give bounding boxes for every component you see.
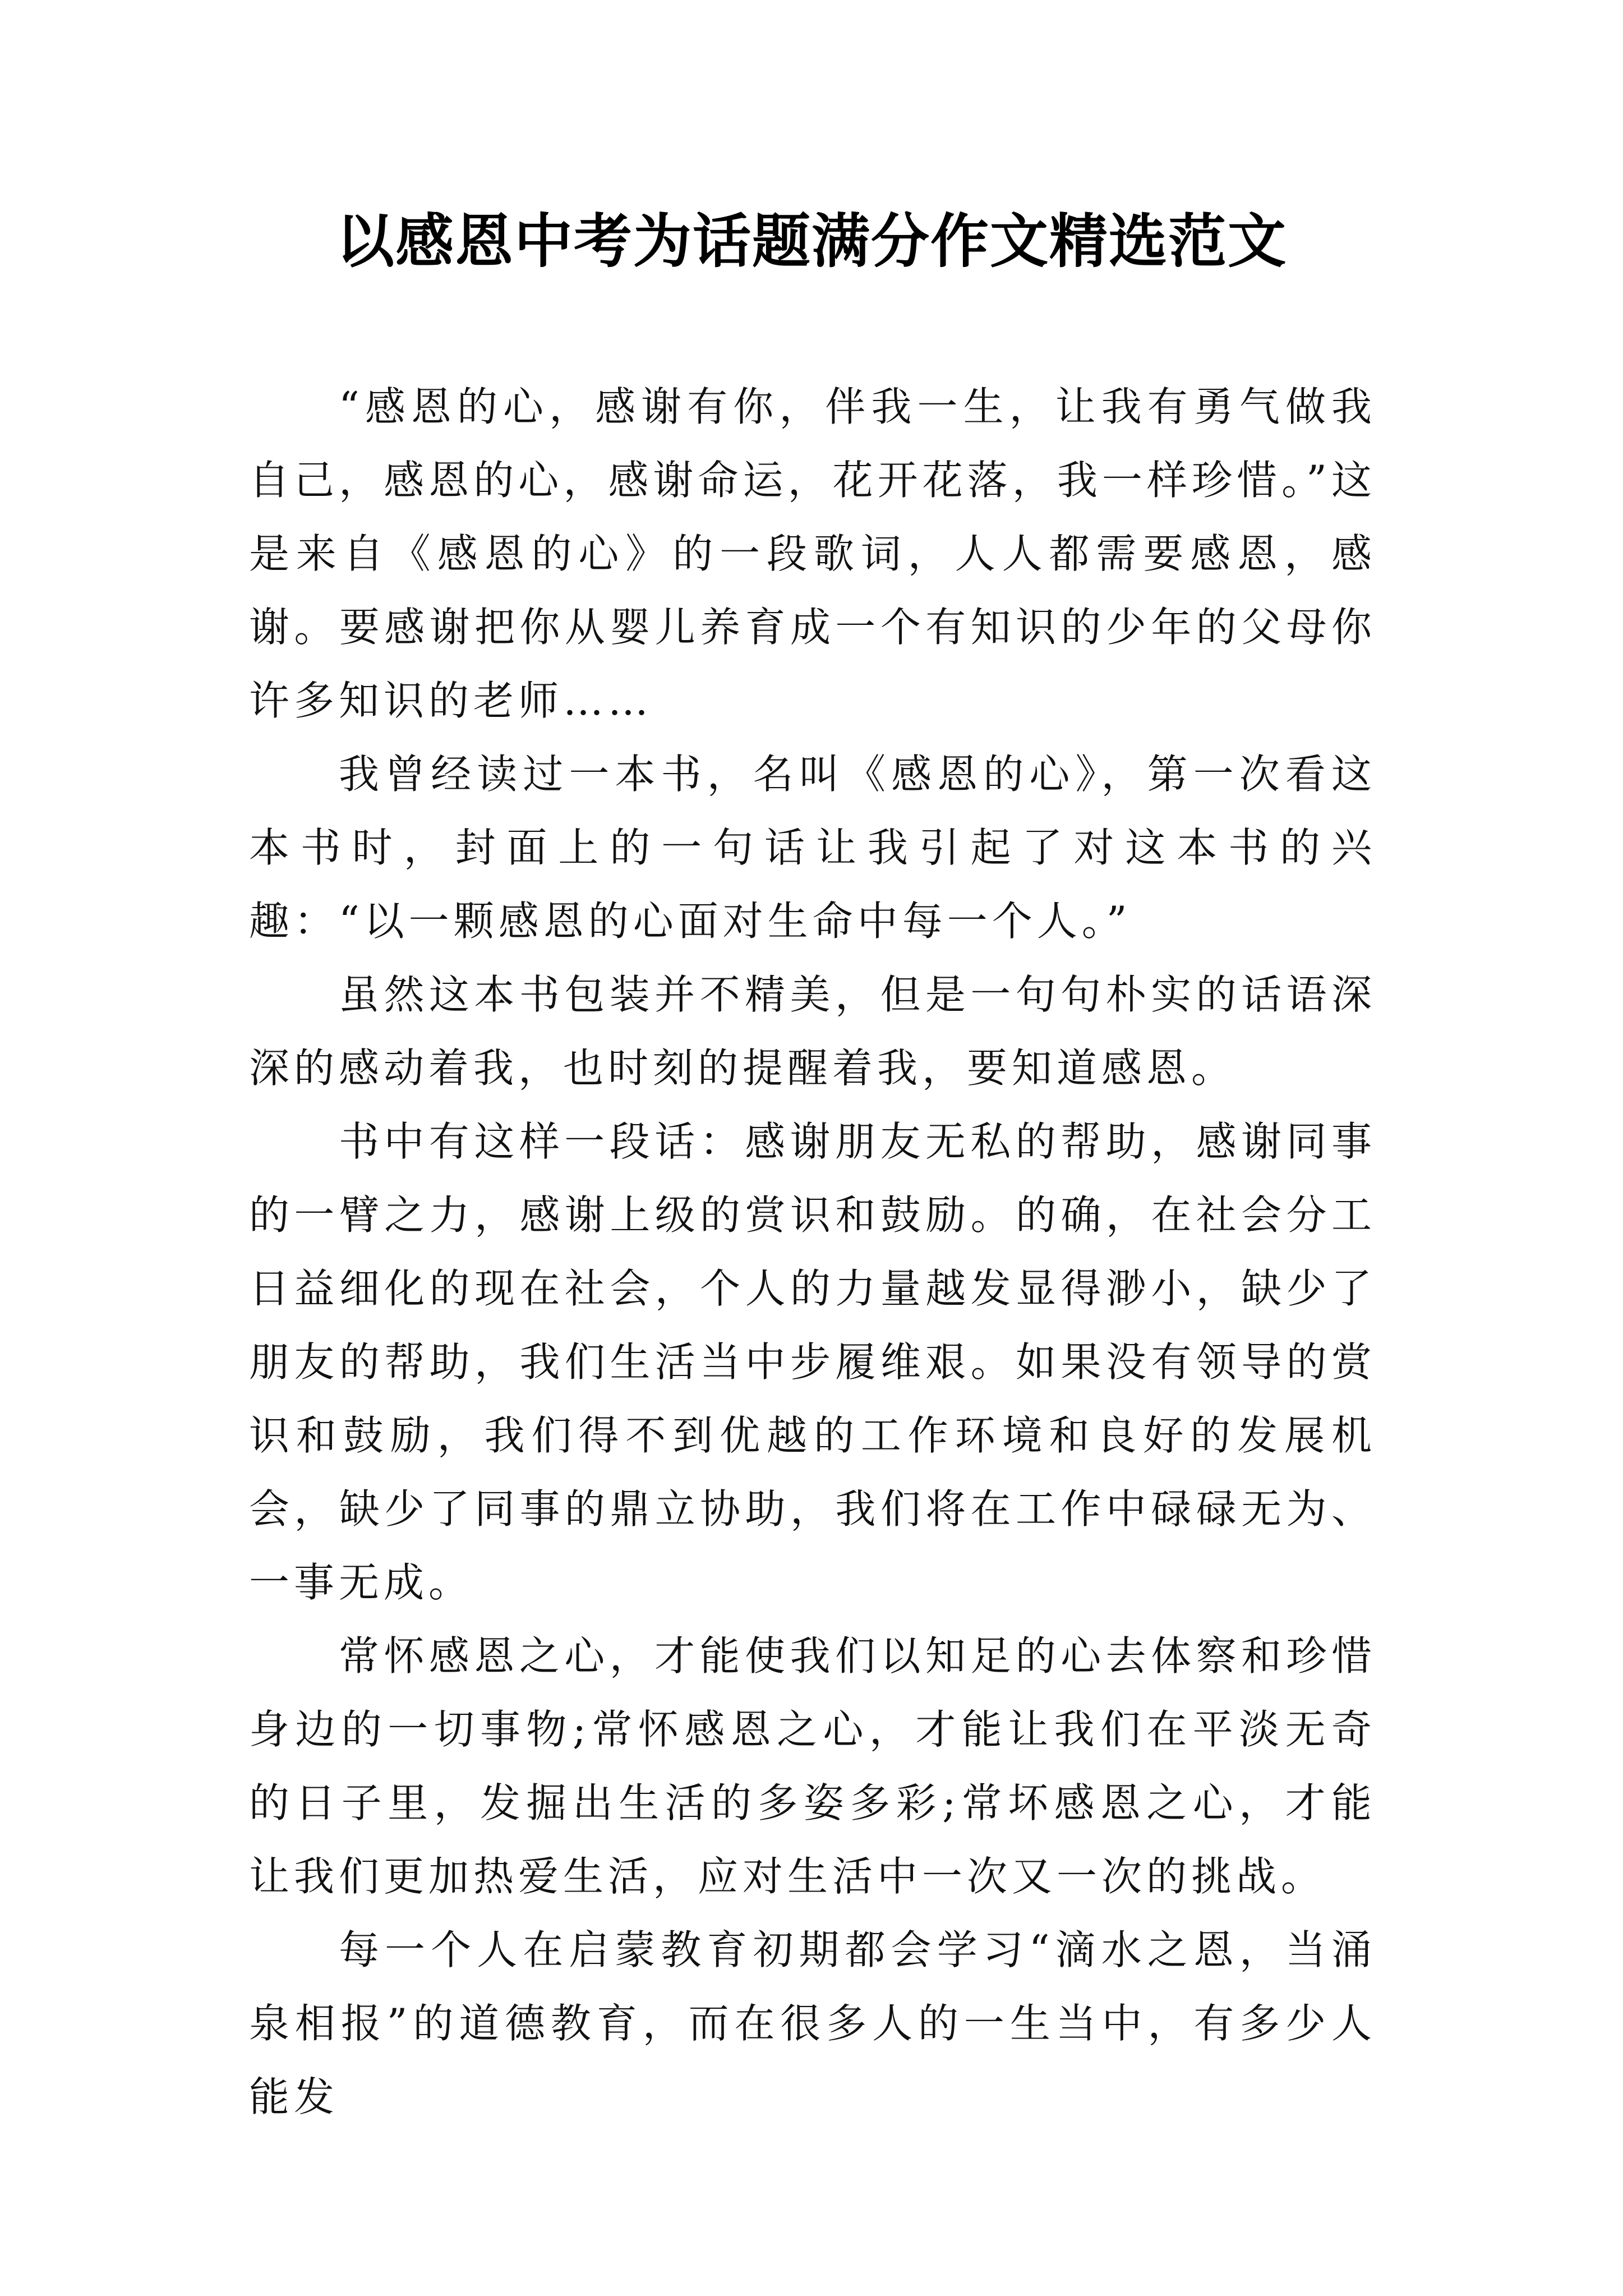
document-title: 以感恩中考为话题满分作文精选范文	[335, 206, 1287, 275]
paragraph-2: 我曾经读过一本书，名叫《感恩的心》，第一次看这本书时，封面上的一句话让我引起了对这本书的兴趣：“以一颗感恩的心面对生命中每一个人。”	[249, 751, 1376, 945]
paragraph-1: “感恩的心，感谢有你，伴我一生，让我有勇气做我自己，感恩的心，感谢命运，花开花落，我一样珍惜。”这是来自《感恩的心》的一段歌词，人人都需要感恩，感谢。要感谢把你从婴儿养育成一个有知识的少年的父母你许多知识的老师……	[249, 383, 1376, 724]
paragraph-3: 虽然这本书包装并不精美，但是一句句朴实的话语深深的感动着我，也时刻的提醒着我，要知道感恩。	[249, 971, 1376, 1092]
paragraph-4: 书中有这样一段话：感谢朋友无私的帮助，感谢同事的一臂之力，感谢上级的赏识和鼓励。的确，在社会分工日益细化的现在社会，个人的力量越发显得渺小，缺少了朋友的帮助，我们生活当中步履维艰。如果没有领导的赏识和鼓励，我们得不到优越的工作环境和良好的发展机会，缺少了同事的鼎立协助，我们将在工作中碌碌无为、一事无成。	[249, 1118, 1376, 1606]
paragraph-5: 常怀感恩之心，才能使我们以知足的心去体察和珍惜身边的一切事物;常怀感恩之心，才能让我们在平淡无奇的日子里，发掘出生活的多姿多彩;常坏感恩之心，才能让我们更加热爱生活，应对生活中一次又一次的挑战。	[249, 1632, 1376, 1900]
document-body	[249, 370, 1376, 2134]
paragraph-6: 每一个人在启蒙教育初期都会学习“滴水之恩，当涌泉相报”的道德教育，而在很多人的一生当中，有多少人能发	[249, 1926, 1376, 2120]
